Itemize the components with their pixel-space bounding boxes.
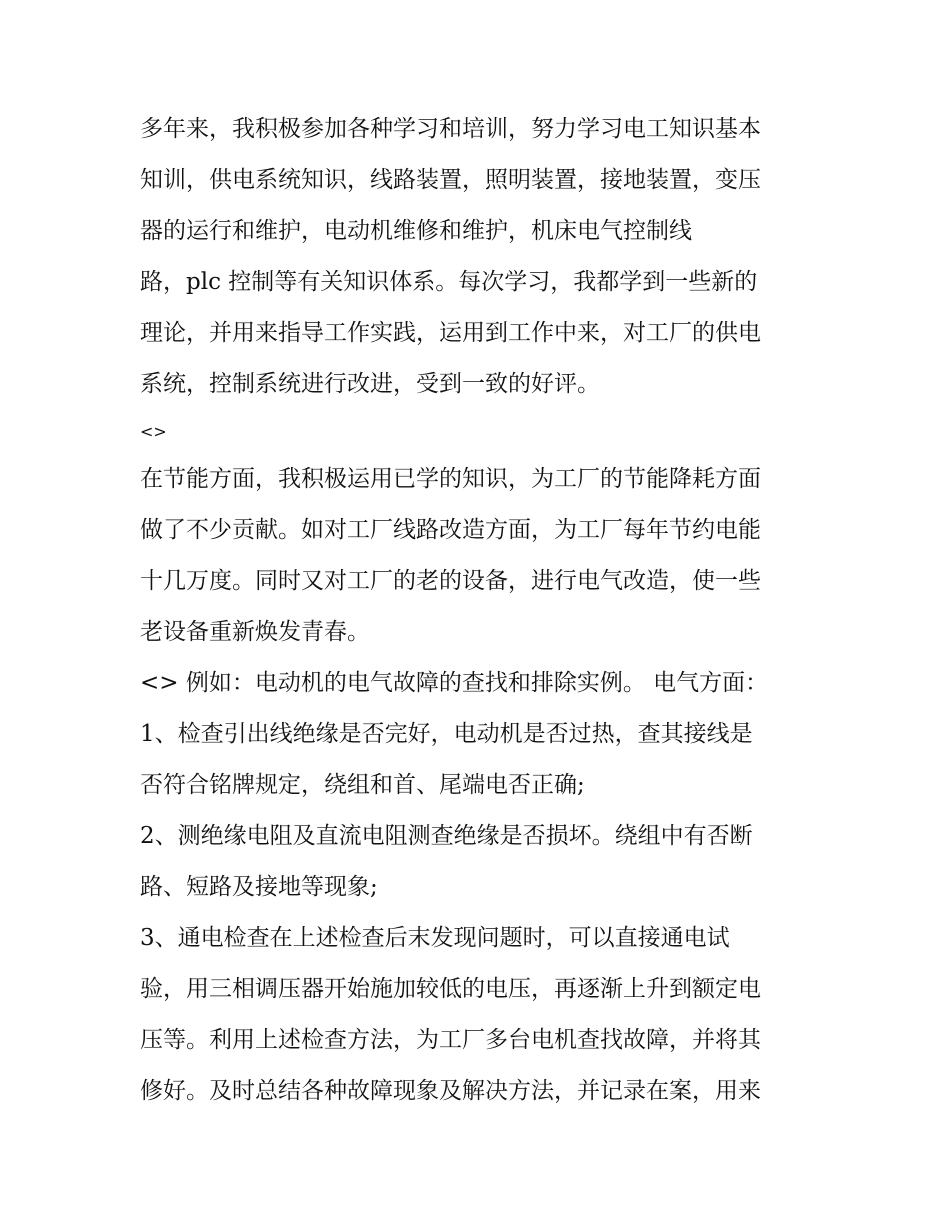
text-line: <> 例如：电动机的电气故障的查找和排除实例。 电气方面：: [140, 670, 769, 696]
text-line: 压等。利用上述检查方法，为工厂多台电机查找故障，并将其: [140, 1027, 761, 1053]
paragraph-marker: <>: [140, 422, 167, 441]
document-body: [140, 104, 820, 1117]
text-line: 路，plc 控制等有关知识体系。每次学习，我都学到一些新的: [140, 269, 758, 295]
text-line: 系统，控制系统进行改进，受到一致的好评。: [140, 371, 600, 397]
text-line: 理论，并用来指导工作实践，运用到工作中来，对工厂的供电: [140, 320, 761, 346]
text-line: 在节能方面，我积极运用已学的知识，为工厂的节能降耗方面: [140, 466, 761, 492]
text-line: 修好。及时总结各种故障现象及解决方法，并记录在案，用来: [140, 1078, 761, 1104]
text-line: 做了不少贡献。如对工厂线路改造方面，为工厂每年节约电能: [140, 517, 761, 543]
text-line: 1、检查引出线绝缘是否完好，电动机是否过热，查其接线是: [140, 721, 753, 747]
text-line: 验，用三相调压器开始施加较低的电压，再逐渐上升到额定电: [140, 976, 761, 1002]
text-line: 知训，供电系统知识，线路装置，照明装置，接地装置，变压: [140, 167, 761, 193]
text-line: 多年来，我积极参加各种学习和培训，努力学习电工知识基本: [140, 116, 761, 142]
text-line: 2、测绝缘电阻及直流电阻测查绝缘是否损坏。绕组中有否断: [140, 823, 753, 849]
text-line: 路、短路及接地等现象;: [140, 874, 378, 900]
text-line: 老设备重新焕发青春。: [140, 619, 370, 645]
text-line: 十几万度。同时又对工厂的老的设备，进行电气改造，使一些: [140, 568, 761, 594]
text-line: 否符合铭牌规定，绕组和首、尾端电否正确;: [140, 772, 585, 798]
text-line: 3、通电检查在上述检查后末发现问题时，可以直接通电试: [140, 925, 730, 951]
text-line: 器的运行和维护，电动机维修和维护，机床电气控制线: [140, 218, 692, 244]
